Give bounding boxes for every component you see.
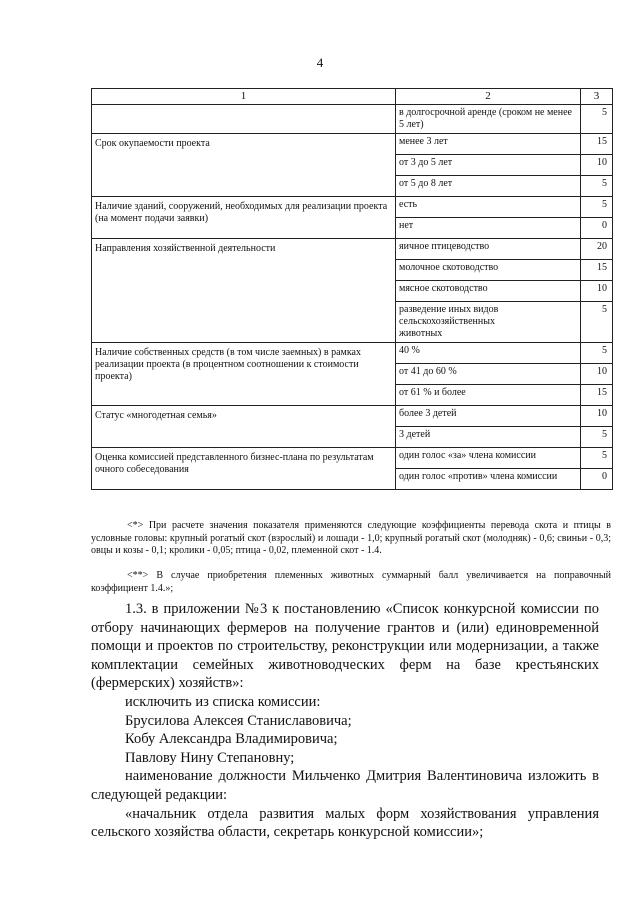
option-cell: более 3 детей bbox=[396, 406, 581, 427]
score-cell: 5 bbox=[581, 105, 613, 134]
score-cell: 20 bbox=[581, 239, 613, 260]
option-cell: молочное скотоводство bbox=[396, 260, 581, 281]
score-cell: 5 bbox=[581, 448, 613, 469]
score-cell: 5 bbox=[581, 197, 613, 218]
table-row bbox=[92, 105, 613, 134]
table-row bbox=[92, 343, 613, 364]
criterion-cell: Наличие зданий, сооружений, необходимых для реализации проекта (на момент подачи заявки) bbox=[92, 197, 396, 239]
option-cell: один голос «за» члена комиссии bbox=[396, 448, 581, 469]
body-text bbox=[91, 600, 599, 842]
score-cell: 0 bbox=[581, 218, 613, 239]
page-number: 4 bbox=[316, 55, 324, 70]
table-header-row bbox=[92, 89, 613, 105]
score-cell: 5 bbox=[581, 427, 613, 448]
criterion-cell: Срок окупаемости проекта bbox=[92, 134, 396, 197]
option-cell: есть bbox=[396, 197, 581, 218]
option-cell: яичное птицеводство bbox=[396, 239, 581, 260]
header-col-3: 3 bbox=[581, 89, 613, 105]
table-row bbox=[92, 239, 613, 260]
scoring-table bbox=[91, 88, 613, 490]
criterion-cell: Наличие собственных средств (в том числе заемных) в рамках реализации проекта (в процентном соотношении к стоимости проекта) bbox=[92, 343, 396, 406]
score-cell: 10 bbox=[581, 281, 613, 302]
option-cell: от 41 до 60 % bbox=[396, 364, 581, 385]
score-cell: 15 bbox=[581, 260, 613, 281]
option-cell: от 3 до 5 лет bbox=[396, 155, 581, 176]
score-cell: 5 bbox=[581, 343, 613, 364]
header-col-2: 2 bbox=[396, 89, 581, 105]
criterion-cell: Статус «многодетная семья» bbox=[92, 406, 396, 448]
option-cell: в долгосрочной аренде (сроком не менее 5 лет) bbox=[396, 105, 581, 134]
score-cell: 0 bbox=[581, 469, 613, 490]
table-row bbox=[92, 134, 613, 155]
member-name: Кобу Александра Владимировича; bbox=[125, 731, 338, 748]
table-row bbox=[92, 406, 613, 427]
option-cell: от 5 до 8 лет bbox=[396, 176, 581, 197]
option-cell: нет bbox=[396, 218, 581, 239]
option-cell: мясное скотоводство bbox=[396, 281, 581, 302]
score-cell: 5 bbox=[581, 176, 613, 197]
paragraph-position-change: наименование должности Мильченко Дмитрия Валентиновича изложить в следующей редакции: bbox=[91, 768, 599, 803]
criterion-cell: Направления хозяйственной деятельности bbox=[92, 239, 396, 343]
option-cell: от 61 % и более bbox=[396, 385, 581, 406]
option-cell: 3 детей bbox=[396, 427, 581, 448]
paragraph-amendment: 1.3. в приложении №3 к постановлению «Список конкурсной комиссии по отбору начинающих фермеров на получение грантов и (или) единовременной помощи и проектов по строительству, реконструкции или модернизации, а также комплектации семейных животноводческих ферм на базе крестьянских (фермерских) хозяйств»: bbox=[91, 601, 599, 692]
table-row bbox=[92, 197, 613, 218]
score-cell: 10 bbox=[581, 155, 613, 176]
score-cell: 5 bbox=[581, 302, 613, 343]
criterion-cell bbox=[92, 105, 396, 134]
paragraph-exclude: исключить из списка комиссии: bbox=[125, 693, 321, 710]
option-cell: 40 % bbox=[396, 343, 581, 364]
criterion-cell: Оценка комиссией представленного бизнес-плана по результатам очного собеседования bbox=[92, 448, 396, 490]
option-cell: разведение иных видов сельскохозяйственных животных bbox=[396, 302, 581, 343]
option-cell: один голос «против» члена комиссии bbox=[396, 469, 581, 490]
header-col-1: 1 bbox=[92, 89, 396, 105]
paragraph-new-position: «начальник отдела развития малых форм хозяйствования управления сельского хозяйства области, секретарь конкурсной комиссии»; bbox=[91, 805, 599, 841]
footnote-1: <*> При расчете значения показателя применяются следующие коэффициенты перевода скота и птицы в условные головы: крупный рогатый скот (взрослый) и лошади - 1,0; крупный рогатый скот (молодняк) - 0,6; свиньи - 0,3; овцы и козы - 0,1; кролики - 0,05; птица - 0,02, племенной скот - 1.4. bbox=[91, 520, 611, 556]
score-cell: 15 bbox=[581, 134, 613, 155]
score-cell: 10 bbox=[581, 364, 613, 385]
member-name: Павлову Нину Степановну; bbox=[125, 749, 295, 766]
score-cell: 10 bbox=[581, 406, 613, 427]
member-name: Брусилова Алексея Станиславовича; bbox=[125, 712, 352, 729]
option-cell: менее 3 лет bbox=[396, 134, 581, 155]
score-cell: 15 bbox=[581, 385, 613, 406]
footnote-2: <**> В случае приобретения племенных животных суммарный балл увеличивается на поправочный коэффициент 1.4.»; bbox=[91, 570, 611, 594]
table-row bbox=[92, 448, 613, 469]
